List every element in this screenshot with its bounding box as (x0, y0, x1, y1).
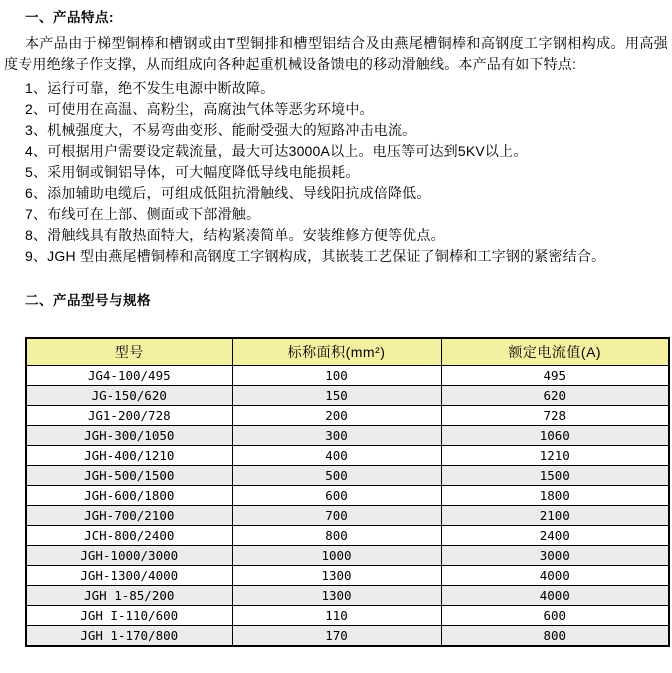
col-header-nominal-area: 标称面积(mm²) (232, 338, 441, 365)
spec-table-body (26, 365, 669, 646)
section2-heading: 二、产品型号与规格 (25, 293, 151, 308)
spec-cell: 400 (232, 445, 441, 465)
spec-cell: 170 (232, 625, 441, 646)
spec-cell: 600 (232, 485, 441, 505)
spec-cell: 150 (232, 385, 441, 405)
spec-row (26, 505, 669, 525)
feature-item: 8、滑触线具有散热面特大，结构紧凑简单。安装维修方便等优点。 (25, 227, 445, 243)
spec-cell: 100 (232, 365, 441, 385)
feature-item: 7、布线可在上部、侧面或下部滑触。 (25, 206, 261, 222)
spec-cell: 3000 (441, 545, 669, 565)
spec-cell: 1500 (441, 465, 669, 485)
spec-row (26, 425, 669, 445)
feature-item: 5、采用铜或铜铝导体，可大幅度降低导线电能损耗。 (25, 164, 360, 180)
spec-cell: 1300 (232, 585, 441, 605)
spec-cell: 4000 (441, 585, 669, 605)
spec-cell: JGH-700/2100 (26, 505, 232, 525)
spec-row (26, 605, 669, 625)
spec-cell: JG1-200/728 (26, 405, 232, 425)
feature-item: 3、机械强度大，不易弯曲变形、能耐受强大的短路冲击电流。 (25, 122, 417, 138)
spec-cell: 800 (232, 525, 441, 545)
spec-cell: JGH 1-170/800 (26, 625, 232, 646)
spec-cell: 1300 (232, 565, 441, 585)
spec-row (26, 525, 669, 545)
spec-cell: 700 (232, 505, 441, 525)
spec-cell: 200 (232, 405, 441, 425)
feature-item: 9、JGH 型由燕尾槽铜棒和高钢度工字钢构成，其嵌装工艺保证了铜棒和工字钢的紧密结合。 (25, 248, 606, 264)
spec-cell: JGH-600/1800 (26, 485, 232, 505)
feature-item: 1、运行可靠，绝不发生电源中断故障。 (25, 80, 275, 96)
feature-item: 2、可使用在高温、高粉尘，高腐浊气体等恶劣环境中。 (25, 101, 374, 117)
spec-header-row (26, 338, 669, 365)
spec-cell: 1210 (441, 445, 669, 465)
feature-item: 4、可根据用户需要设定载流量，最大可达3000A以上。电压等可达到5KV以上。 (25, 143, 528, 159)
spec-cell: JGH 1-85/200 (26, 585, 232, 605)
spec-row (26, 365, 669, 385)
spec-cell: 110 (232, 605, 441, 625)
spec-table (25, 337, 670, 647)
feature-item: 6、添加辅助电缆后，可组成低阻抗滑触线、导线阳抗成倍降低。 (25, 185, 431, 201)
spec-row (26, 445, 669, 465)
intro-paragraph: 本产品由于梯型铜棒和槽钢或由T型铜排和槽型铝结合及由燕尾槽铜棒和高钢度工字钢相构成。用高强度专用绝缘子作支撑，从而组成向各种起重机械设备馈电的移动滑触线。本产品有如下特点: (4, 35, 668, 72)
spec-row (26, 585, 669, 605)
spec-cell: 1800 (441, 485, 669, 505)
col-header-rated-current: 额定电流值(A) (441, 338, 669, 365)
spec-cell: JCH-800/2400 (26, 525, 232, 545)
spec-cell: 728 (441, 405, 669, 425)
spec-cell: 4000 (441, 565, 669, 585)
section1-heading: 一、产品特点: (25, 10, 114, 25)
spec-cell: 1000 (232, 545, 441, 565)
spec-cell: JGH I-110/600 (26, 605, 232, 625)
feature-list (25, 78, 668, 267)
spec-row (26, 465, 669, 485)
spec-cell: JGH-500/1500 (26, 465, 232, 485)
spec-table-head (26, 338, 669, 365)
spec-cell: JG4-100/495 (26, 365, 232, 385)
spec-cell: 620 (441, 385, 669, 405)
spec-cell: JGH-400/1210 (26, 445, 232, 465)
spec-cell: 2100 (441, 505, 669, 525)
spec-cell: 495 (441, 365, 669, 385)
spec-cell: JGH-1000/3000 (26, 545, 232, 565)
spec-row (26, 485, 669, 505)
spec-cell: 300 (232, 425, 441, 445)
spec-cell: 600 (441, 605, 669, 625)
spec-row (26, 405, 669, 425)
spec-cell: 1060 (441, 425, 669, 445)
spec-row (26, 625, 669, 646)
spec-cell: JGH-300/1050 (26, 425, 232, 445)
col-header-model: 型号 (26, 338, 232, 365)
spec-cell: JG-150/620 (26, 385, 232, 405)
spec-row (26, 565, 669, 585)
spec-cell: 500 (232, 465, 441, 485)
spec-cell: JGH-1300/4000 (26, 565, 232, 585)
spec-cell: 800 (441, 625, 669, 646)
spec-row (26, 545, 669, 565)
spec-row (26, 385, 669, 405)
spec-cell: 2400 (441, 525, 669, 545)
